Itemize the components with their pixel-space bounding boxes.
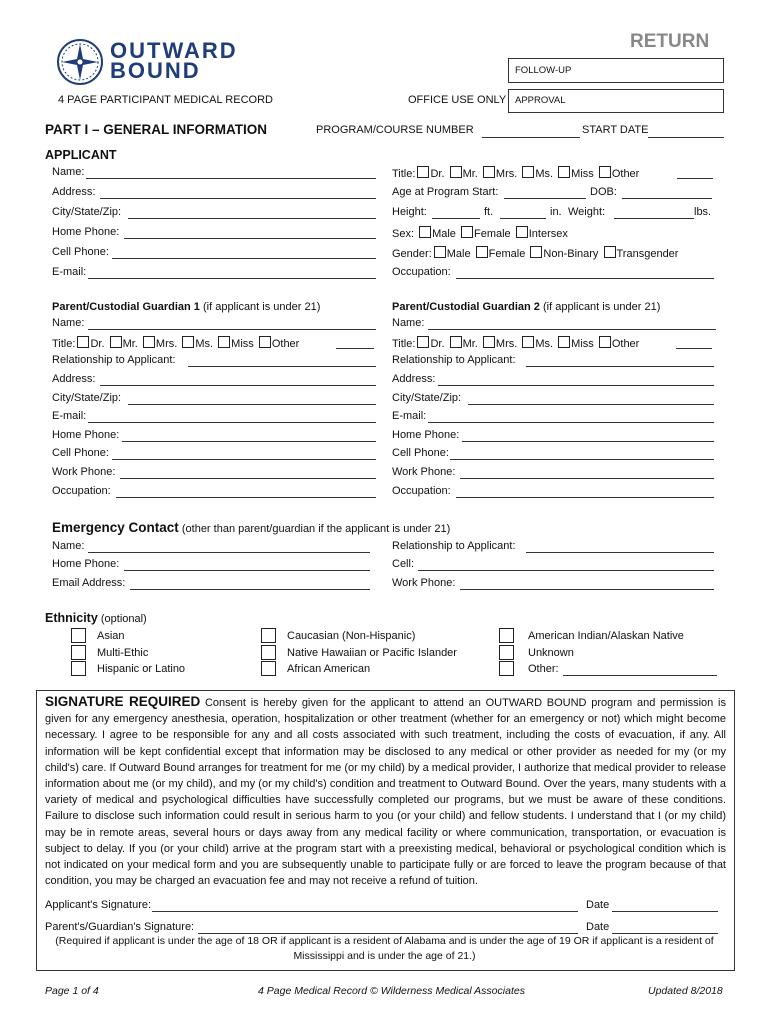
g1-work-phone-label: Work Phone: <box>52 466 116 478</box>
applicant-date-label: Date <box>586 899 610 911</box>
title-other-field[interactable] <box>677 178 713 179</box>
g1-name-label: Name: <box>52 317 85 329</box>
g1-home-phone-field[interactable] <box>122 441 376 442</box>
g2-occupation-label: Occupation: <box>392 485 451 497</box>
checkbox-gender-nonbinary[interactable] <box>530 246 542 258</box>
g2-home-phone-field[interactable] <box>462 441 714 442</box>
signature-note-line-2: Mississippi and is under the age of 21.) <box>293 950 476 962</box>
ethnicity-multi-ethic: Multi-Ethic <box>97 647 149 659</box>
ethnicity-checkbox-hispanic[interactable] <box>71 661 86 676</box>
checkbox-gender-transgender[interactable] <box>604 246 616 258</box>
footer-page: Page 1 of 4 <box>45 985 99 997</box>
ec-email-label: Email Address: <box>52 577 126 589</box>
checkbox-sex-intersex[interactable] <box>516 226 528 238</box>
height-in-field[interactable] <box>500 218 546 219</box>
gender-nonbinary: Non-Binary <box>543 248 599 260</box>
g2-checkbox-mrs[interactable] <box>483 336 495 348</box>
ethnicity-african-american: African American <box>287 663 371 675</box>
consent-paragraph <box>45 694 726 889</box>
signature-required-heading: SIGNATURE REQUIRED <box>45 694 201 709</box>
g1-relationship-label: Relationship to Applicant: <box>52 354 176 366</box>
g1-checkbox-miss[interactable] <box>218 336 230 348</box>
gender-row <box>392 246 678 260</box>
emergency-heading-note: (other than parent/guardian if the applicant is under 21) <box>181 523 451 535</box>
ethnicity-checkbox-multi-ethic[interactable] <box>71 645 86 660</box>
ec-name-field[interactable] <box>88 552 370 553</box>
g2-name-field[interactable] <box>428 329 716 330</box>
approval-box[interactable] <box>508 89 724 113</box>
g2-checkbox-ms[interactable] <box>522 336 534 348</box>
applicant-signature-field[interactable] <box>152 911 578 912</box>
title-label: Title: <box>392 168 416 180</box>
follow-up-label: FOLLOW-UP <box>515 65 572 76</box>
part-title: PART I – GENERAL INFORMATION <box>45 122 268 137</box>
ethnicity-caucasian: Caucasian (Non-Hispanic) <box>287 630 416 642</box>
title-mrs: Mrs. <box>495 168 518 180</box>
ethnicity-native-hawaiian: Native Hawaiian or Pacific Islander <box>287 647 457 659</box>
title-dr: Dr. <box>430 168 445 180</box>
g2-title-label: Title: <box>392 338 416 350</box>
age-field[interactable] <box>504 198 586 199</box>
g1-occupation-field[interactable] <box>116 497 376 498</box>
g1-home-phone-label: Home Phone: <box>52 429 120 441</box>
ethnicity-heading <box>45 611 147 625</box>
ethnicity-american-indian: American Indian/Alaskan Native <box>528 630 684 642</box>
in-label: in. <box>550 206 562 218</box>
g2-title-mrs: Mrs. <box>495 338 518 350</box>
gender-transgender: Transgender <box>616 248 679 260</box>
g1-cell-phone-field[interactable] <box>112 459 376 460</box>
title-other: Other <box>611 168 640 180</box>
checkbox-mr[interactable] <box>450 166 462 178</box>
sex-row <box>392 226 568 240</box>
applicant-signature-label: Applicant's Signature: <box>45 899 152 911</box>
g2-title-dr: Dr. <box>430 338 445 350</box>
g1-checkbox-mr[interactable] <box>110 336 122 348</box>
guardian2-heading-note: (if applicant is under 21) <box>542 301 661 313</box>
g2-title-row <box>392 336 639 350</box>
g1-cell-phone-label: Cell Phone: <box>52 447 109 459</box>
follow-up-box[interactable] <box>508 58 724 83</box>
ethnicity-heading-note: (optional) <box>100 613 147 625</box>
checkbox-other[interactable] <box>599 166 611 178</box>
signature-note-line-1: (Required if applicant is under the age of 18 OR if applicant is a resident of Alabama and is under the age of 19 OR if applicant is a resident of <box>55 935 714 947</box>
sex-label: Sex: <box>392 228 415 240</box>
checkbox-sex-male[interactable] <box>419 226 431 238</box>
ec-home-phone-label: Home Phone: <box>52 558 120 570</box>
title-mr: Mr. <box>462 168 478 180</box>
guardian-signature-label: Parent's/Guardian's Signature: <box>45 921 195 933</box>
g1-title-mrs: Mrs. <box>155 338 178 350</box>
consent-text: Consent is hereby given for the applicant to attend an OUTWARD BOUND program and permission is given for any emergency anesthesia, operation, hospitalization or other treatment (whether for an emergency or not) which might become necessary. I agree to be responsible for any and all costs associated with such treatment, including the costs of evacuation, if any. All information will be kept confidential except that information may be disclosed to any medical or other provider as needed for my (or my child's) care. If Outward Bound arranges for treatment for me (or my child) by a medical provider, I authorize that medical provider to release information about me (or my child), and my (or my child's) condition and treatment to Outward Bound. Over the years, many students with a variety of medical and psychological difficulties have successfully completed our programs, but we must be aware of these conditions. Failure to disclose such information could result in serious harm to you (or your child) and fellow students. I understand that I (or my child) may be in remote areas, several hours or days away from any medical facility or where communication, transportation, or evacuation is subject to delay. If you (or your child) arrive at the program start with a preexisting medical, behavioral or psychological condition which is not indicated on your medical form and you are subsequently unable to participate fully or are forced to leave the program because of that condition, you may be charged an evacuation fee and may not receive a refund of tuition. <box>45 697 726 888</box>
dob-field[interactable] <box>622 198 712 199</box>
applicant-address-label: Address: <box>52 186 96 198</box>
g2-checkbox-dr[interactable] <box>417 336 429 348</box>
applicant-city-label: City/State/Zip: <box>52 206 122 218</box>
g2-city-field[interactable] <box>468 404 714 405</box>
g2-home-phone-label: Home Phone: <box>392 429 460 441</box>
ethnicity-checkbox-american-indian[interactable] <box>499 628 514 643</box>
applicant-name-field[interactable] <box>86 178 376 179</box>
applicant-heading: APPLICANT <box>45 148 117 162</box>
applicant-city-field[interactable] <box>128 218 376 219</box>
footer-center: 4 Page Medical Record © Wilderness Medical Associates <box>258 985 525 997</box>
g2-checkbox-miss[interactable] <box>558 336 570 348</box>
ethnicity-checkbox-caucasian[interactable] <box>261 628 276 643</box>
guardian1-heading <box>52 301 320 313</box>
ethnicity-other: Other: <box>528 663 559 675</box>
emergency-heading-bold: Emergency Contact <box>52 520 179 535</box>
g2-title-other-field[interactable] <box>676 348 712 349</box>
guardian-date-label: Date <box>586 921 610 933</box>
g2-relationship-label: Relationship to Applicant: <box>392 354 516 366</box>
sex-intersex: Intersex <box>528 228 568 240</box>
g2-name-label: Name: <box>392 317 425 329</box>
occupation-label: Occupation: <box>392 266 451 278</box>
height-ft-field[interactable] <box>432 218 480 219</box>
ec-work-phone-field[interactable] <box>460 589 714 590</box>
g2-title-mr: Mr. <box>462 338 478 350</box>
ethnicity-checkbox-native-hawaiian[interactable] <box>261 645 276 660</box>
g2-address-field[interactable] <box>438 385 714 386</box>
program-course-label: PROGRAM/COURSE NUMBER <box>316 124 474 136</box>
checkbox-dr[interactable] <box>417 166 429 178</box>
ethnicity-other-field[interactable] <box>563 675 717 676</box>
guardian1-heading-note: (if applicant is under 21) <box>202 301 321 313</box>
g1-title-ms: Ms. <box>195 338 214 350</box>
applicant-address-field[interactable] <box>100 198 376 199</box>
lbs-label: lbs. <box>694 206 712 218</box>
g2-city-label: City/State/Zip: <box>392 392 462 404</box>
compass-rose-icon <box>56 38 104 86</box>
g2-occupation-field[interactable] <box>456 497 714 498</box>
g2-checkbox-mr[interactable] <box>450 336 462 348</box>
g1-city-label: City/State/Zip: <box>52 392 122 404</box>
guardian-date-field[interactable] <box>612 933 718 934</box>
gender-male: Male <box>446 248 471 260</box>
ft-label: ft. <box>484 206 494 218</box>
approval-label: APPROVAL <box>515 95 566 106</box>
ec-relationship-label: Relationship to Applicant: <box>392 540 516 552</box>
guardian-signature-field[interactable] <box>198 933 578 934</box>
gender-female: Female <box>488 248 526 260</box>
g1-title-mr: Mr. <box>122 338 138 350</box>
g1-email-field[interactable] <box>88 422 376 423</box>
g2-checkbox-other[interactable] <box>599 336 611 348</box>
applicant-home-phone-label: Home Phone: <box>52 226 120 238</box>
weight-field[interactable] <box>614 218 694 219</box>
checkbox-sex-female[interactable] <box>461 226 473 238</box>
guardian1-heading-bold: Parent/Custodial Guardian 1 <box>52 301 200 313</box>
checkbox-miss[interactable] <box>558 166 570 178</box>
g1-name-field[interactable] <box>88 329 376 330</box>
gender-label: Gender: <box>392 248 432 260</box>
applicant-title-row <box>392 166 639 180</box>
applicant-email-field[interactable] <box>88 278 376 279</box>
g1-address-field[interactable] <box>100 385 376 386</box>
applicant-cell-phone-field[interactable] <box>112 258 376 259</box>
g2-cell-phone-label: Cell Phone: <box>392 447 449 459</box>
g1-title-label: Title: <box>52 338 76 350</box>
g1-checkbox-ms[interactable] <box>182 336 194 348</box>
ec-relationship-field[interactable] <box>526 552 714 553</box>
emergency-heading <box>52 520 450 535</box>
ec-home-phone-field[interactable] <box>124 570 370 571</box>
ec-cell-label: Cell: <box>392 558 415 570</box>
outward-bound-logo <box>56 36 256 88</box>
g1-address-label: Address: <box>52 373 96 385</box>
g2-email-field[interactable] <box>428 422 714 423</box>
g1-title-row <box>52 336 299 350</box>
g2-title-miss: Miss <box>571 338 594 350</box>
weight-label: Weight: <box>568 206 606 218</box>
ethnicity-heading-bold: Ethnicity <box>45 611 98 625</box>
record-title: 4 PAGE PARTICIPANT MEDICAL RECORD <box>58 94 273 106</box>
ec-name-label: Name: <box>52 540 85 552</box>
age-label: Age at Program Start: <box>392 186 499 198</box>
guardian2-heading <box>392 301 660 313</box>
g1-checkbox-dr[interactable] <box>77 336 89 348</box>
return-label: RETURN <box>630 31 710 52</box>
g1-city-field[interactable] <box>128 404 376 405</box>
ethnicity-checkbox-other[interactable] <box>499 661 514 676</box>
g2-relationship-field[interactable] <box>526 366 714 367</box>
g1-relationship-field[interactable] <box>188 366 376 367</box>
title-miss: Miss <box>571 168 594 180</box>
ethnicity-unknown: Unknown <box>528 647 574 659</box>
applicant-home-phone-field[interactable] <box>124 238 376 239</box>
ec-cell-field[interactable] <box>418 570 714 571</box>
sex-female: Female <box>473 228 511 240</box>
g2-address-label: Address: <box>392 373 436 385</box>
office-use-label: OFFICE USE ONLY <box>408 94 507 106</box>
start-date-field[interactable] <box>648 137 724 138</box>
checkbox-gender-female[interactable] <box>476 246 488 258</box>
g1-title-other-field[interactable] <box>336 348 374 349</box>
g1-checkbox-other[interactable] <box>259 336 271 348</box>
guardian2-heading-bold: Parent/Custodial Guardian 2 <box>392 301 540 313</box>
g2-work-phone-label: Work Phone: <box>392 466 456 478</box>
g1-work-phone-field[interactable] <box>120 478 376 479</box>
height-label: Height: <box>392 206 427 218</box>
g2-title-other: Other <box>611 338 640 350</box>
logo-line-2: BOUND <box>110 58 201 83</box>
footer-updated: Updated 8/2018 <box>648 985 723 997</box>
g1-title-other: Other <box>271 338 300 350</box>
title-ms: Ms. <box>535 168 554 180</box>
ethnicity-hispanic: Hispanic or Latino <box>97 663 186 675</box>
checkbox-ms[interactable] <box>522 166 534 178</box>
sex-male: Male <box>432 228 456 240</box>
g2-cell-phone-field[interactable] <box>450 459 714 460</box>
ec-email-field[interactable] <box>130 589 370 590</box>
g1-title-miss: Miss <box>231 338 254 350</box>
applicant-name-label: Name: <box>52 166 85 178</box>
ethnicity-checkbox-unknown[interactable] <box>499 645 514 660</box>
checkbox-gender-male[interactable] <box>434 246 446 258</box>
g2-email-label: E-mail: <box>392 410 427 422</box>
g2-title-ms: Ms. <box>535 338 554 350</box>
applicant-email-label: E-mail: <box>52 266 87 278</box>
start-date-label: START DATE <box>582 124 649 136</box>
ethnicity-checkbox-african-american[interactable] <box>261 661 276 676</box>
g2-work-phone-field[interactable] <box>460 478 714 479</box>
ec-work-phone-label: Work Phone: <box>392 577 456 589</box>
checkbox-mrs[interactable] <box>483 166 495 178</box>
g1-checkbox-mrs[interactable] <box>143 336 155 348</box>
occupation-field[interactable] <box>456 278 714 279</box>
g1-occupation-label: Occupation: <box>52 485 111 497</box>
program-course-field[interactable] <box>482 137 580 138</box>
applicant-cell-phone-label: Cell Phone: <box>52 246 109 258</box>
logo-line-1: OUTWARD <box>110 38 238 63</box>
g1-email-label: E-mail: <box>52 410 87 422</box>
g1-title-dr: Dr. <box>90 338 105 350</box>
applicant-date-field[interactable] <box>612 911 718 912</box>
ethnicity-checkbox-asian[interactable] <box>71 628 86 643</box>
ethnicity-asian: Asian <box>97 630 125 642</box>
dob-label: DOB: <box>590 186 617 198</box>
